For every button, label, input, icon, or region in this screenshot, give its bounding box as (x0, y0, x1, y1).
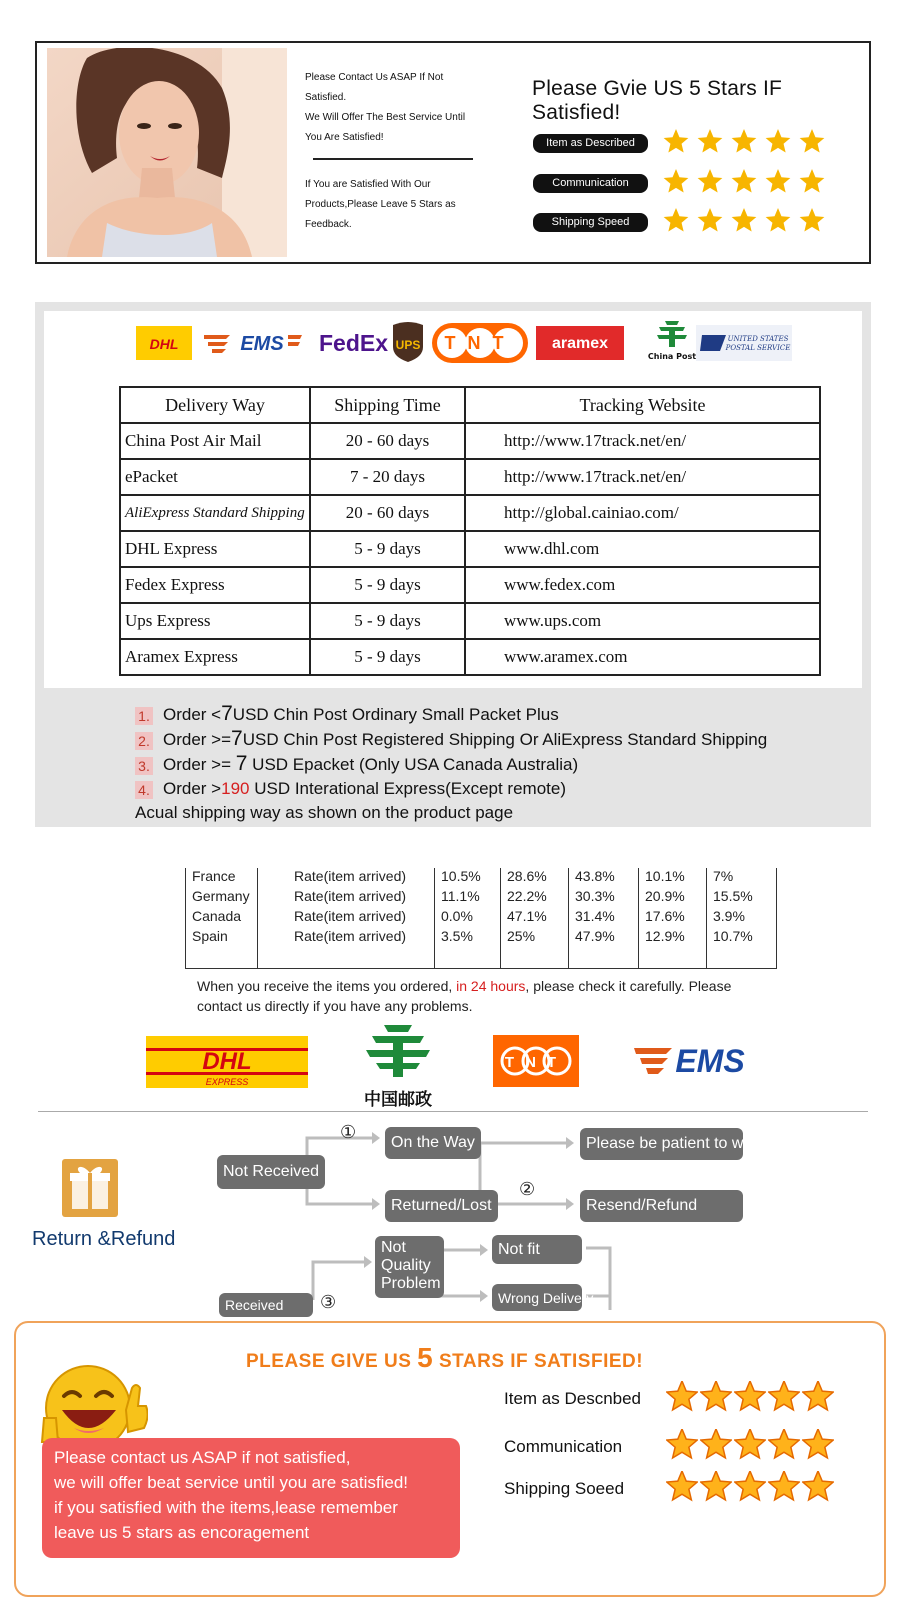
banner-headline: Please Gvie US 5 Stars IF Satisfied! (532, 77, 783, 124)
arrow-head (566, 1137, 574, 1149)
rate-value: 10.7% (707, 928, 777, 968)
rating-pill-item: Item as Described (533, 134, 648, 153)
tracking-website[interactable]: http://global.cainiao.com/ (465, 495, 820, 531)
five-stars-card (14, 1321, 886, 1597)
ems-large-text: EMS (675, 1043, 745, 1079)
rate-value: 17.6% (639, 908, 707, 928)
star-icon (768, 1429, 800, 1461)
svg-text:UNITED STATES: UNITED STATES (727, 335, 789, 343)
rating-label-item: Item as Descnbed (504, 1389, 642, 1408)
star-icon (802, 1381, 834, 1413)
shipping-time: 20 - 60 days (310, 423, 465, 459)
not-fit-box[interactable]: Not fit (492, 1235, 582, 1264)
tracking-website[interactable]: www.ups.com (465, 603, 820, 639)
contact-line: Please Contact Us ASAP If Not Satisfied. (305, 72, 444, 103)
stars-title-text: PLEASE GIVE US (246, 1351, 418, 1372)
shipping-time: 5 - 9 days (310, 567, 465, 603)
rating-label-shipping: Shipping Soeed (504, 1479, 625, 1498)
star-row-item (666, 1381, 836, 1418)
rate-label: Rate(item arrived) (258, 888, 435, 908)
ups-logo-text: UPS (395, 338, 421, 352)
tnt-large-text: TNT (504, 1054, 568, 1071)
quality-box[interactable]: Not Quality Problem (375, 1236, 444, 1298)
shipping-time: 20 - 60 days (310, 495, 465, 531)
tracking-website[interactable]: http://www.17track.net/en/ (465, 423, 820, 459)
arrow-head (480, 1290, 488, 1302)
contact-note (42, 1438, 460, 1558)
shipping-time: 7 - 20 days (310, 459, 465, 495)
contact-line: We Will Offer The Best Service Until You Are Satisfied! (305, 112, 466, 143)
rate-value: 10.1% (639, 868, 707, 888)
star-icon (802, 1429, 834, 1461)
rate-value: 10.5% (435, 868, 501, 888)
on-the-way-box[interactable]: On the Way (385, 1127, 481, 1159)
rule-text: USD Epacket (Only USA Canada Australia) (247, 755, 579, 774)
header-shipping-time: Shipping Time (310, 387, 465, 423)
star-icon (768, 1471, 800, 1503)
dhl-express-text: EXPRESS (205, 1077, 249, 1087)
stars-title-text: STARS IF SATISFIED! (433, 1351, 644, 1372)
delivery-way: Ups Express (120, 603, 310, 639)
star-icon (734, 1429, 766, 1461)
star-icon (802, 1471, 834, 1503)
star-icon (768, 1381, 800, 1413)
star-icon (734, 1471, 766, 1503)
notice-text: , please check it carefully. Please contact us directly if you have any problems. (197, 978, 732, 1014)
rule-prefix: Order >= (163, 730, 232, 749)
header-delivery-way: Delivery Way (120, 387, 310, 423)
rate-value: 25% (501, 928, 569, 968)
step-number: ① (340, 1122, 357, 1142)
shipping-time: 5 - 9 days (310, 603, 465, 639)
rate-value: 11.1% (435, 888, 501, 908)
star-icon (734, 1381, 766, 1413)
arrow-head (480, 1244, 488, 1256)
star-icon (700, 1381, 732, 1413)
rate-value: 31.4% (569, 908, 639, 928)
star-icon (666, 1429, 698, 1461)
star-icon (666, 1471, 698, 1503)
rule-number: 1. (135, 707, 153, 725)
star-icon (700, 1471, 732, 1503)
country: France (186, 868, 258, 888)
rule-number: 3. (135, 757, 153, 775)
tracking-website[interactable]: www.fedex.com (465, 567, 820, 603)
rate-value: 7% (707, 868, 777, 888)
rule-amount: 7 (221, 702, 233, 725)
rate-value: 20.9% (639, 888, 707, 908)
rate-label: Rate(item arrived) (258, 908, 435, 928)
aramex-logo-text: aramex (551, 335, 609, 352)
chinapost-logo-small-text: China Post (647, 352, 697, 361)
fedex-logo-text: FedEx (319, 330, 389, 356)
rate-value: 12.9% (639, 928, 707, 968)
rate-value: 0.0% (435, 908, 501, 928)
star-icon (666, 1381, 698, 1413)
notice-text: When you receive the items you ordered, (197, 978, 457, 994)
resend-refund-box[interactable]: Resend/Refund (580, 1190, 743, 1222)
note-line: leave us 5 stars as encoragement (54, 1523, 310, 1542)
rate-label: Rate(item arrived) (258, 868, 435, 888)
delivery-way: DHL Express (120, 531, 310, 567)
rate-value: 30.3% (569, 888, 639, 908)
stars-title (246, 1342, 643, 1374)
rate-value: 3.9% (707, 908, 777, 928)
received-box[interactable]: Received (219, 1293, 313, 1317)
arrow-head (566, 1198, 574, 1210)
country: Germany (186, 888, 258, 908)
rule-prefix: Order > (163, 779, 222, 798)
rating-label-communication: Communication (504, 1437, 623, 1456)
rule-amount: 190 (221, 779, 250, 798)
chinapost-text: 中国邮政 (364, 1090, 432, 1109)
rule-number: 2. (135, 732, 153, 750)
tracking-website[interactable]: www.aramex.com (465, 639, 820, 675)
note-line: if you satisfied with the items,lease remember (54, 1498, 398, 1517)
rule-prefix: Order >= (163, 755, 236, 774)
star-row-communication (666, 1429, 836, 1466)
rate-value: 15.5% (707, 888, 777, 908)
notice-highlight: in 24 hours (456, 978, 526, 994)
satisfied-line: If You are Satisfied With Our Products,Please Leave 5 Stars as Feedback. (305, 179, 456, 230)
rate-value: 22.2% (501, 888, 569, 908)
country: Canada (186, 908, 258, 928)
rate-value: 47.1% (501, 908, 569, 928)
country: Spain (186, 928, 258, 968)
tnt-logo-text: TNT (444, 333, 516, 353)
refund-title: Return &Refund (32, 1228, 176, 1250)
patient-box[interactable]: Please be patient to wait (580, 1128, 743, 1160)
svg-text:DHL: DHL (202, 1048, 252, 1075)
rate-value: 47.9% (569, 928, 639, 968)
rule-text: USD Interational Express(Except remote) (249, 779, 566, 798)
rate-label: Rate(item arrived) (258, 928, 435, 968)
tracking-website[interactable]: http://www.17track.net/en/ (465, 459, 820, 495)
step-number: ② (519, 1179, 536, 1199)
svg-text:POSTAL SERVICE: POSTAL SERVICE (725, 344, 791, 352)
rule-text: USD Chin Post Registered Shipping Or AliExpress Standard Shipping (242, 730, 768, 749)
ems-logo-text: EMS (240, 333, 284, 355)
not-received-box[interactable]: Not Received (217, 1155, 325, 1189)
dhl-logo-text: DHL (149, 336, 179, 352)
rate-value: 28.6% (501, 868, 569, 888)
rate-value: 3.5% (435, 928, 501, 968)
stars-title-number: 5 (417, 1342, 434, 1373)
star-icon (700, 1429, 732, 1461)
arrow-head (372, 1198, 380, 1210)
delivery-way: Aramex Express (120, 639, 310, 675)
note-line: we will offer beat service until you are satisfied! (54, 1473, 409, 1492)
note-line: Please contact us ASAP if not satisfied, (54, 1448, 351, 1467)
rating-pill-shipping: Shipping Speed (533, 213, 648, 232)
delivery-way: Fedex Express (120, 567, 310, 603)
step-number: ③ (320, 1292, 337, 1312)
rule-text: USD Chin Post Ordinary Small Packet Plus (232, 705, 559, 724)
rule-amount: 7 (235, 752, 248, 775)
returned-lost-box[interactable]: Returned/Lost (385, 1190, 498, 1222)
shipping-time: 5 - 9 days (310, 531, 465, 567)
rule-footer: Acual shipping way as shown on the product page (135, 803, 514, 822)
delivery-way: AliExpress Standard Shipping (120, 495, 310, 531)
star-row-shipping (666, 1471, 836, 1508)
rule-prefix: Order < (163, 705, 222, 724)
header-tracking-website: Tracking Website (465, 387, 820, 423)
rating-pill-communication: Communication (533, 174, 648, 193)
delivery-way: ePacket (120, 459, 310, 495)
shipping-time: 5 - 9 days (310, 639, 465, 675)
delivery-way: China Post Air Mail (120, 423, 310, 459)
tracking-website[interactable]: www.dhl.com (465, 531, 820, 567)
rate-value: 43.8% (569, 868, 639, 888)
rule-amount: 7 (231, 727, 243, 750)
rule-number: 4. (135, 781, 153, 799)
arrow-head (364, 1256, 372, 1268)
arrow-head (372, 1132, 380, 1144)
wrong-delivery-box[interactable]: Wrong Delivery (492, 1284, 582, 1311)
